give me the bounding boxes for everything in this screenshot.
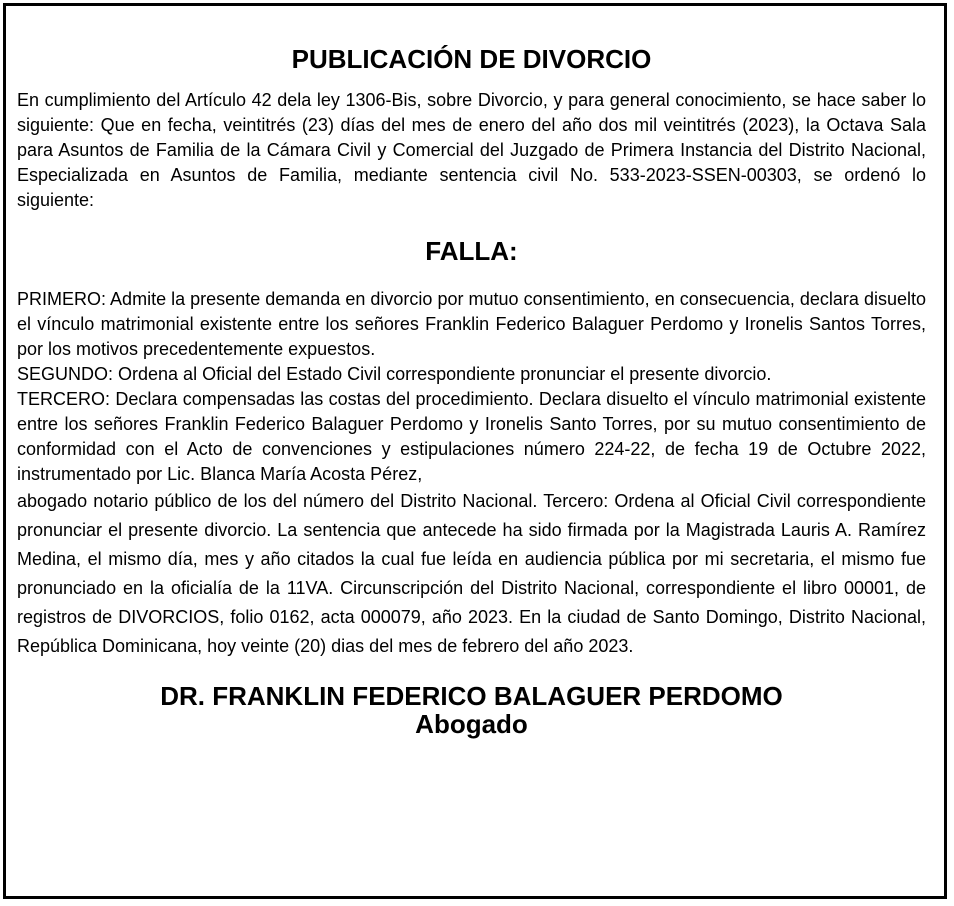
falla-heading: FALLA: — [425, 236, 518, 266]
notice-title: PUBLICACIÓN DE DIVORCIO — [291, 44, 652, 74]
signature-role: Abogado — [415, 709, 528, 739]
notice-content — [17, 44, 926, 738]
signature-name: DR. FRANKLIN FEDERICO BALAGUER PERDOMO — [160, 681, 783, 711]
intro-paragraph: En cumplimiento del Artículo 42 dela ley 1306-Bis, sobre Divorcio, y para general conocimiento, se hace saber lo siguiente: Que en fecha, veintitrés (23) días del mes de enero del año dos mil veintitrés (2023), la Octava Sala para Asuntos de Familia de la Cámara Civil y Comercial del Juzgado de Primera Instancia del Distrito Nacional, Especializada en Asuntos de Familia, mediante sentencia civil No. 533-2023-SSEN-00303, se ordenó lo siguiente: — [17, 90, 926, 210]
tercero-paragraph-continued: abogado notario público de los del número del Distrito Nacional. Tercero: Ordena al Oficial Civil correspondiente pronunciar el presente divorcio. La sentencia que antecede ha sido firmada por la Magistrada Lauris A. Ramírez Medina, el mismo día, mes y año citados la cual fue leída en audiencia pública por mi secretaria, el mismo fue pronunciado en la oficialía de la 11VA. Circunscripción del Distrito Nacional, correspondiente el libro 00001, de registros de DIVORCIOS, folio 0162, acta 000079, año 2023. En la ciudad de Santo Domingo, Distrito Nacional, República Dominicana, hoy veinte (20) dias del mes de febrero del año 2023. — [17, 491, 926, 656]
segundo-paragraph: SEGUNDO: Ordena al Oficial del Estado Civil correspondiente pronunciar el presente divorcio. — [17, 364, 772, 384]
tercero-paragraph: TERCERO: Declara compensadas las costas del procedimiento. Declara disuelto el vínculo matrimonial existente entre los señores Franklin Federico Balaguer Perdomo y Ironelis Santo Torres, por su mutuo consentimiento de conformidad con el Acto de convenciones y estipulaciones número 224-22, de fecha 19 de Octubre 2022, instrumentado por Lic. Blanca María Acosta Pérez, — [17, 389, 926, 484]
primero-paragraph: PRIMERO: Admite la presente demanda en divorcio por mutuo consentimiento, en consecuencia, declara disuelto el vínculo matrimonial existente entre los señores Franklin Federico Balaguer Perdomo y Ironelis Santos Torres, por los motivos precedentemente expuestos. — [17, 289, 926, 359]
